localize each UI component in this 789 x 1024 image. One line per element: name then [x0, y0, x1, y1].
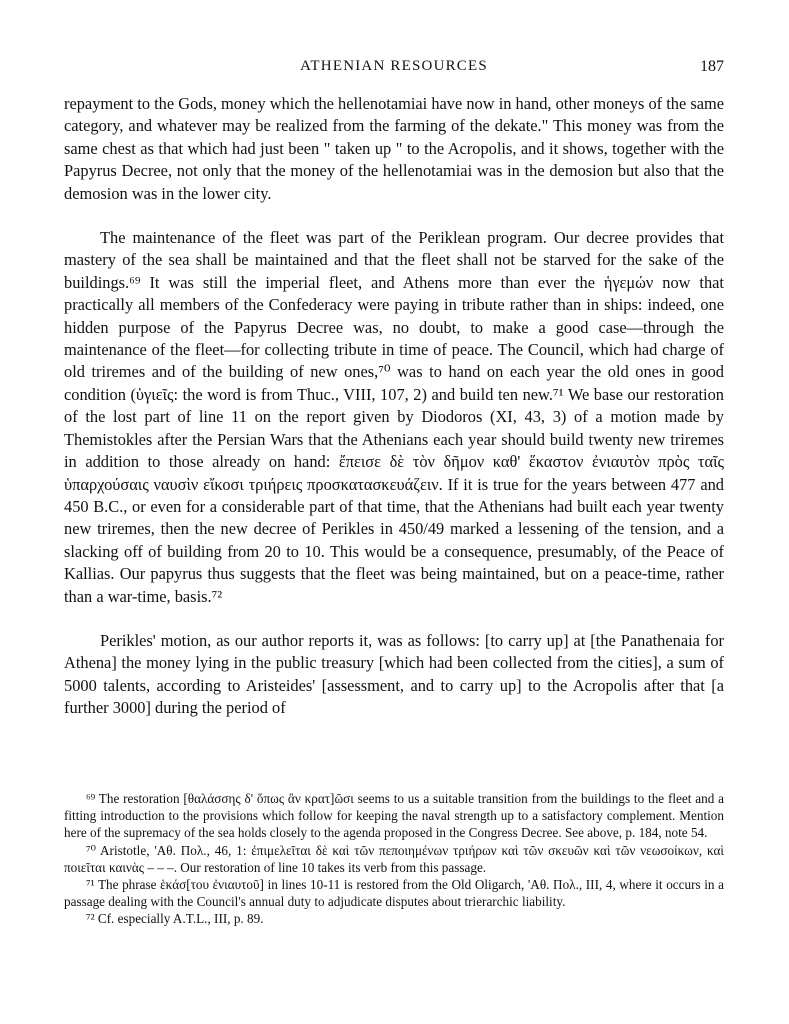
body-text: [64, 93, 724, 720]
footnotes: [64, 790, 724, 928]
footnote-69: ⁶⁹ The restoration [θαλάσσης δ' ὅπως ἂν κρατ]ῶσι seems to us a suitable transition from the buildings to the fleet and a fitting introduction to the provisions which follow for keeping the naval strength up to a satisfactory complement. Mention here of the supremacy of the sea holds closely to the agenda proposed in the Congress Decree. See above, p. 184, note 54.: [64, 791, 724, 841]
running-title: ATHENIAN RESOURCES: [300, 58, 488, 74]
paragraph-perikles-motion: Perikles' motion, as our author reports it, was as follows: [to carry up] at [the Panathenaia for Athena] the money lying in the public treasury [which had been collected from the cities], a sum of 5000 talents, according to Aristeides' [assessment, and to carry up] to the Acropolis after that [a further 3000] during the period of: [64, 630, 724, 718]
paragraph-continued: repayment to the Gods, money which the hellenotamiai have now in hand, other moneys of the same category, and whatever may be realized from the farming of the dekate." This money was from the same chest as that which had just been " taken up " to the Acropolis, and it shows, together with the Papyrus Decree, not only that the money of the hellenotamiai was in the demosion but also that the demosion was in the lower city.: [64, 94, 725, 203]
paragraph-fleet: The maintenance of the fleet was part of the Periklean program. Our decree provides that mastery of the sea shall be maintained and that the fleet shall not be starved for the sake of the buildings.⁶⁹ It was still the imperial fleet, and Athens more than ever the ἡγεμών now that practically all members of the Confederacy were paying in tribute rather than in ships: indeed, one hidden purpose of the Papyrus Decree was, no doubt, to make a good case—through the maintenance of the fleet—for collecting tribute in time of peace. The Council, which had charge of old triremes and of the building of new ones,⁷⁰ was to hand on each year the old ones in good condition (ὑγιεῖς: the word is from Thuc., VIII, 107, 2) and build ten new.⁷¹ We base our restoration of the lost part of line 11 on the report given by Diodoros (XI, 43, 3) of a motion made by Themistokles after the Persian Wars that the Athenians each year should build twenty new triremes in addition to those already on hand: ἔπεισε δὲ τὸν δῆμον καθ' ἕκαστον ἐνιαυτὸν πρὸς ταῖς ὑπαρχούσαις ναυσὶν εἴκοσι τριήρεις προσκατασκευάζειν. If it is true for the years between 477 and 450 B.C., or even for a considerable part of that time, that the Athenians had built each year twenty new triremes, then the new decree of Perikles in 450/49 marked a lessening of the tension, and a slacking off of building from 20 to 10. This would be a consequence, presumably, of the Peace of Kallias. Our papyrus thus suggests that the fleet was being maintained, but on a peace-time, rather than a war-time, basis.⁷²: [64, 228, 724, 606]
footnote-72: ⁷² Cf. especially A.T.L., III, p. 89.: [86, 911, 264, 927]
page-number: 187: [700, 58, 724, 75]
footnote-70: ⁷⁰ Aristotle, 'Αθ. Πολ., 46, 1: ἐπιμελεῖται δὲ καὶ τῶν πεποιημένων τριήρων καὶ τῶν σκευῶν καὶ τῶν νεωσοίκων, καὶ ποιεῖται καινὰς – – –. Our restoration of line 10 takes its verb from this passage.: [64, 842, 724, 875]
page-header: [64, 58, 724, 82]
footnote-71: ⁷¹ The phrase ἑκάσ[του ἐνιαυτοῦ] in lines 10-11 is restored from the Old Oligarch, 'Αθ. Πολ., III, 4, where it occurs in a passage dealing with the Council's annual duty to adjudicate disputes about trierarchic liability.: [64, 877, 724, 910]
